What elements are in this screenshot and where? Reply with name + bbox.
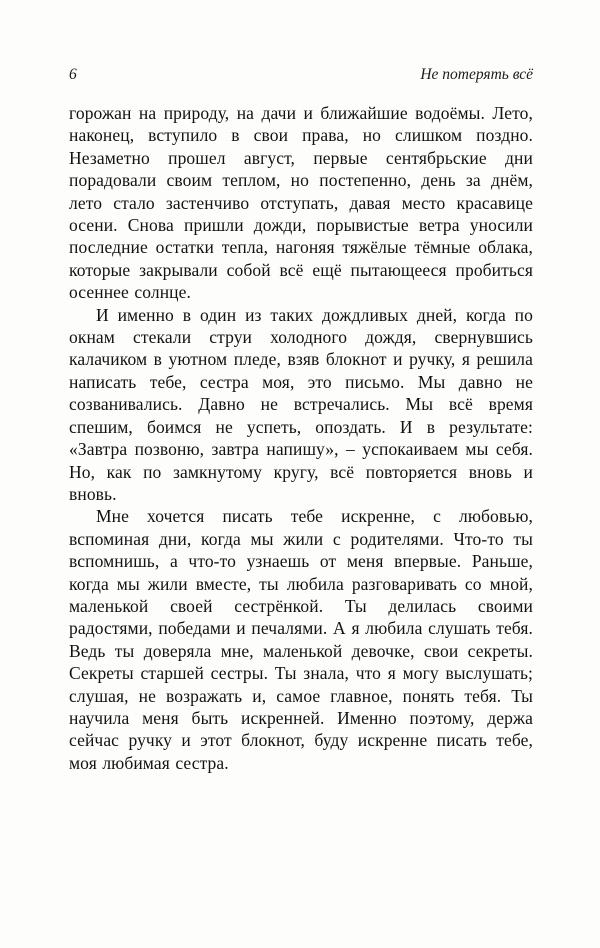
paragraph-continuation: горожан на природу, на дачи и ближайшие водоёмы. Лето, наконец, вступило в свои права, но слишком поздно. Незаметно прошел август, первые сентябрьские дни порадовали своим теплом, но постепенно, день за днём, лето стало застенчиво отступать, давая место красавице осени. Снова пришли дожди, порывистые ветра уносили последние остатки тепла, нагоняя тяжёлые тёмные облака, которые закрывали собой всё ещё пытающееся пробиться осеннее солнце.	[69, 103, 533, 303]
body-text	[69, 102, 533, 774]
page-content	[69, 66, 533, 774]
page-number: 6	[69, 66, 78, 83]
running-header	[69, 66, 533, 84]
paragraph: Мне хочется писать тебе искренне, с любовью, вспоминая дни, когда мы жили с родителями. Что-то ты вспомнишь, а что-то узнаешь от меня впервые. Раньше, когда мы жили вместе, ты любила разговаривать со мной, маленькой своей сестрёнкой. Ты делилась своими радостями, победами и печалями. А я любила слушать тебя. Ведь ты доверяла мне, маленькой девочке, свои секреты. Секреты старшей сестры. Ты знала, что я могу выслушать; слушая, не возражать и, самое главное, понять тебя. Ты научила меня быть искренней. Именно поэтому, держа сейчас ручку и этот блокнот, буду искренне писать тебе, моя любимая сестра.	[69, 506, 533, 773]
running-title: Не потерять всё	[420, 66, 533, 83]
paragraph: И именно в один из таких дождливых дней, когда по окнам стекали струи холодного дождя, свернувшись калачиком в уютном пледе, взяв блокнот и ручку, я решила написать тебе, сестра моя, это письмо. Мы давно не созванивались. Давно не встречались. Мы всё время спешим, боимся не успеть, опоздать. И в результате: «Завтра позвоню, завтра напишу», – успокаиваем мы себя. Но, как по замкнутому кругу, всё повторяется вновь и вновь.	[69, 304, 533, 504]
